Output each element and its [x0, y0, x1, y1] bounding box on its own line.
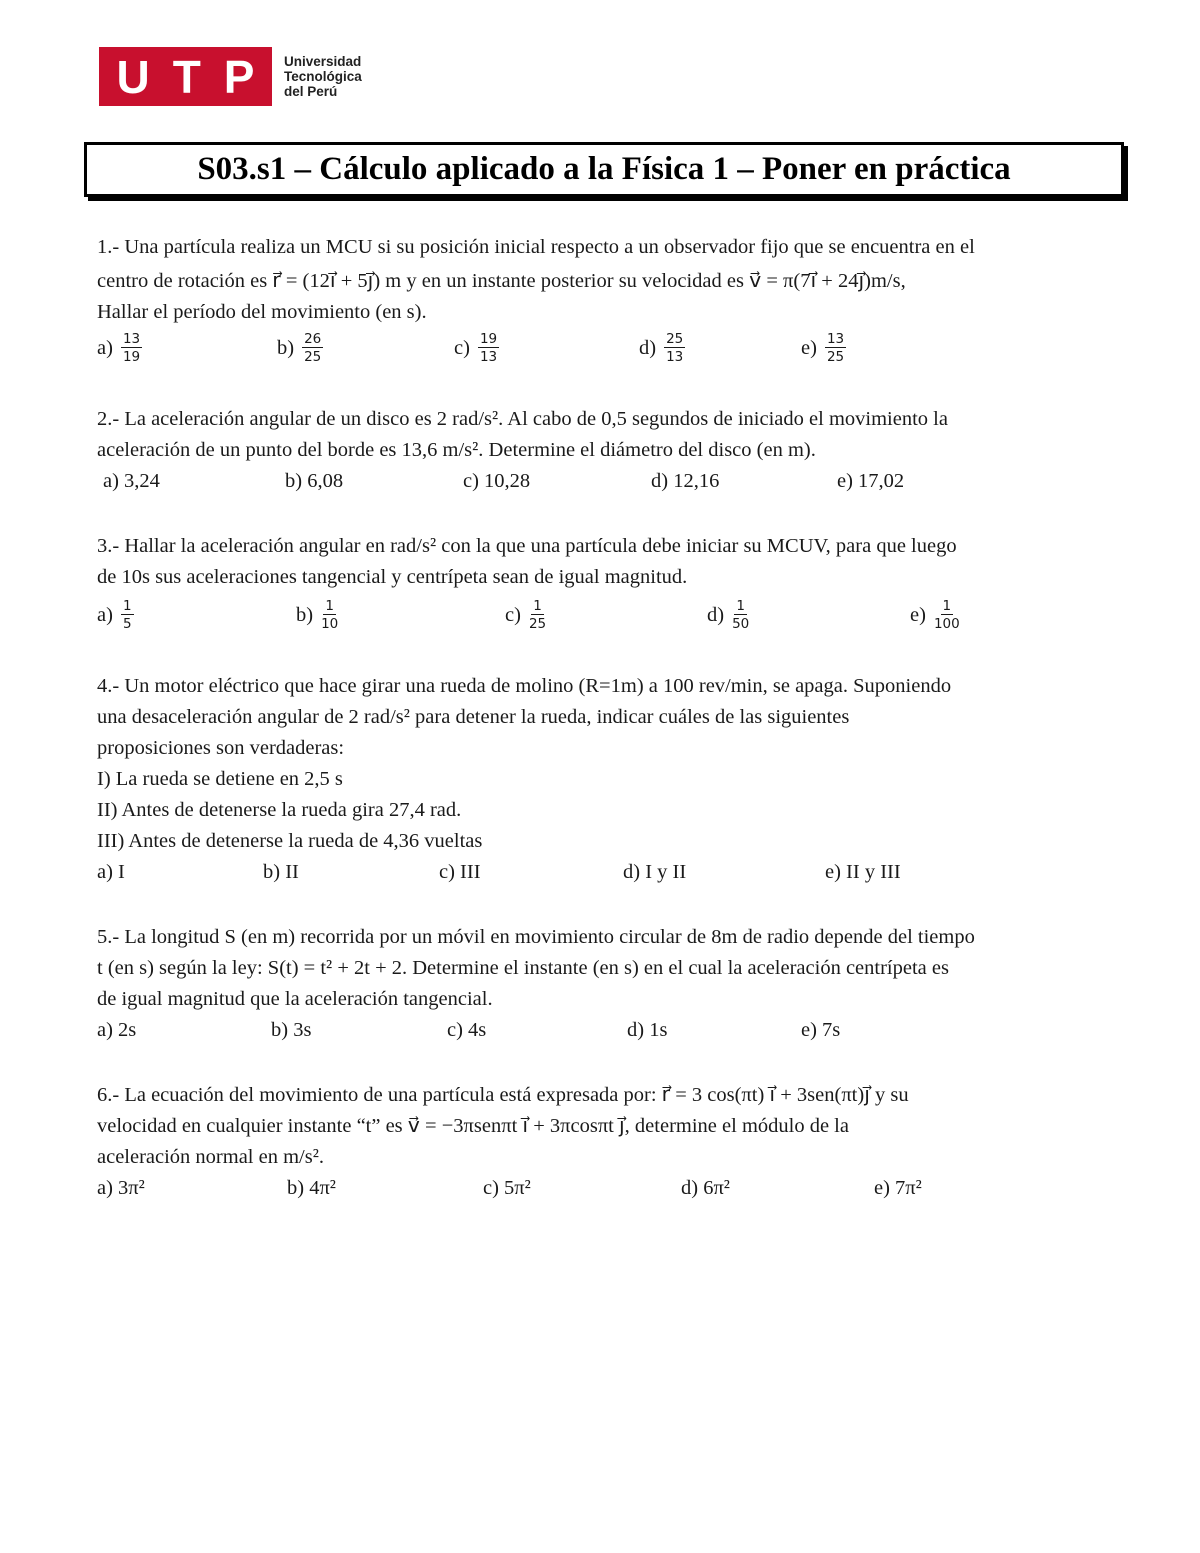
answer-options — [97, 326, 1111, 370]
numerator: 25 — [666, 331, 684, 347]
option-d: d) I y II — [623, 861, 687, 883]
option-b — [277, 332, 454, 364]
fraction — [529, 599, 546, 631]
page-title: S03.s1 – Cálculo aplicado a la Física 1 – Poner en práctica — [197, 151, 1011, 187]
numerator: 1 — [736, 598, 745, 614]
option-a: a) 3,24 — [103, 470, 160, 492]
option-label: c) — [505, 603, 521, 626]
option-label: b) — [277, 336, 295, 359]
denominator: 13 — [666, 349, 684, 365]
option-e — [910, 599, 960, 631]
fraction — [121, 599, 134, 631]
proposition-iii: III) Antes de detenerse la rueda de 4,36 vueltas — [97, 830, 483, 852]
answer-options — [97, 593, 1111, 637]
question-line: de 10s sus aceleraciones tangencial y centrípeta sean de igual magnitud. — [97, 566, 688, 588]
option-e: e) 7s — [801, 1019, 841, 1041]
question-line: aceleración de un punto del borde es 13,6 m/s². Determine el diámetro del disco (en m). — [97, 439, 816, 461]
option-a: a) I — [97, 861, 125, 883]
logo-letter-t: T — [172, 50, 201, 103]
option-c: c) 10,28 — [463, 470, 531, 492]
option-c — [454, 332, 639, 364]
fraction — [121, 332, 142, 364]
logo-wordmark — [284, 54, 362, 99]
option-d: d) 1s — [627, 1019, 668, 1041]
answer-options — [97, 1173, 1111, 1204]
question-line: 6.- La ecuación del movimiento de una partícula está expresada por: r⃗ = 3 cos(πt) i⃗ + 3sen(πt)j⃗ y su — [97, 1084, 909, 1106]
fraction — [934, 599, 960, 631]
question-line: 5.- La longitud S (en m) recorrida por un móvil en movimiento circular de 8m de radio depende del tiempo — [97, 926, 975, 948]
denominator: 13 — [479, 349, 498, 365]
question-4 — [97, 671, 1111, 888]
option-e: e) 17,02 — [837, 470, 905, 492]
option-d — [707, 599, 910, 631]
denominator: 5 — [122, 616, 132, 632]
option-label: b) — [296, 603, 314, 626]
answer-options — [97, 1015, 1111, 1046]
title-box — [84, 142, 1124, 197]
option-e: e) 7π² — [874, 1177, 922, 1199]
question-line: centro de rotación es r⃗ = (12i⃗ + 5j⃗) m y en un instante posterior su velocidad es v⃗ = π(7i⃗ + 24j⃗)m/s, — [97, 270, 906, 292]
logo-text-line: del Perú — [284, 84, 338, 99]
question-5 — [97, 922, 1111, 1046]
question-line: proposiciones son verdaderas: — [97, 737, 345, 759]
question-line: 1.- Una partícula realiza un MCU si su posición inicial respecto a un observador fijo que se encuentra en el — [97, 236, 975, 258]
option-c: c) 4s — [447, 1019, 487, 1041]
question-line: de igual magnitud que la aceleración tangencial. — [97, 988, 493, 1010]
option-b: b) II — [263, 861, 299, 883]
numerator: 1 — [122, 598, 132, 614]
option-label: d) — [639, 336, 657, 359]
option-label: c) — [454, 336, 470, 359]
option-c — [505, 599, 707, 631]
denominator: 25 — [304, 349, 322, 365]
proposition-i: I) La rueda se detiene en 2,5 s — [97, 768, 343, 790]
numerator: 1 — [325, 598, 334, 614]
fraction — [302, 332, 323, 364]
option-c: c) III — [439, 861, 481, 883]
option-d — [639, 332, 801, 364]
option-a — [97, 332, 277, 364]
fraction — [664, 332, 685, 364]
answer-options — [97, 466, 1111, 497]
utp-logo — [99, 47, 362, 106]
fraction — [321, 599, 338, 631]
question-line: 4.- Un motor eléctrico que hace girar una rueda de molino (R=1m) a 100 rev/min, se apaga. Suponiendo — [97, 675, 952, 697]
option-a: a) 2s — [97, 1019, 137, 1041]
denominator: 10 — [321, 616, 339, 632]
question-1 — [97, 230, 1111, 370]
option-label: e) — [801, 336, 817, 359]
answer-options — [97, 857, 1111, 888]
question-line: t (en s) según la ley: S(t) = t² + 2t + 2. Determine el instante (en s) en el cual la aceleración centrípeta es — [97, 957, 949, 979]
numerator: 1 — [533, 598, 542, 614]
logo-letter-p: P — [223, 50, 255, 103]
fraction — [825, 332, 846, 364]
question-line: velocidad en cualquier instante “t” es v⃗ = −3πsenπt i⃗ + 3πcosπt j⃗, determine el módulo de la — [97, 1115, 849, 1137]
numerator: 13 — [122, 331, 141, 347]
option-label: d) — [707, 603, 725, 626]
numerator: 19 — [479, 331, 498, 347]
numerator: 26 — [304, 331, 322, 347]
question-line: Hallar el período del movimiento (en s). — [97, 301, 427, 323]
question-line: 2.- La aceleración angular de un disco es 2 rad/s². Al cabo de 0,5 segundos de iniciado el movimiento la — [97, 408, 948, 430]
logo-mark — [99, 47, 272, 106]
numerator: 1 — [942, 598, 952, 614]
option-e: e) II y III — [825, 861, 901, 883]
denominator: 25 — [826, 349, 845, 365]
denominator: 50 — [732, 616, 750, 632]
option-label: a) — [97, 336, 113, 359]
option-b — [296, 599, 505, 631]
proposition-ii: II) Antes de detenerse la rueda gira 27,4 rad. — [97, 799, 462, 821]
denominator: 25 — [528, 616, 547, 632]
logo-text-line: Universidad — [284, 54, 362, 69]
option-label: a) — [97, 603, 113, 626]
option-d: d) 6π² — [681, 1177, 730, 1199]
option-a: a) 3π² — [97, 1177, 145, 1199]
numerator: 13 — [826, 331, 845, 347]
denominator: 19 — [122, 349, 141, 365]
question-3 — [97, 531, 1111, 637]
question-line: una desaceleración angular de 2 rad/s² para detener la rueda, indicar cuáles de las siguientes — [97, 706, 850, 728]
question-line: aceleración normal en m/s². — [97, 1146, 324, 1168]
option-b: b) 3s — [271, 1019, 312, 1041]
question-list — [97, 230, 1111, 1238]
denominator: 100 — [933, 616, 960, 632]
fraction — [732, 599, 749, 631]
option-label: e) — [910, 603, 926, 626]
logo-text-line: Tecnológica — [284, 69, 362, 84]
option-a — [97, 599, 296, 631]
option-d: d) 12,16 — [651, 470, 720, 492]
option-b: b) 6,08 — [285, 470, 344, 492]
option-b: b) 4π² — [287, 1177, 336, 1199]
option-e — [801, 332, 846, 364]
option-c: c) 5π² — [483, 1177, 531, 1199]
fraction — [478, 332, 499, 364]
question-6 — [97, 1080, 1111, 1204]
question-line: 3.- Hallar la aceleración angular en rad/s² con la que una partícula debe iniciar su MCUV, para que luego — [97, 535, 957, 557]
question-2 — [97, 404, 1111, 497]
logo-letter-u: U — [116, 50, 150, 103]
